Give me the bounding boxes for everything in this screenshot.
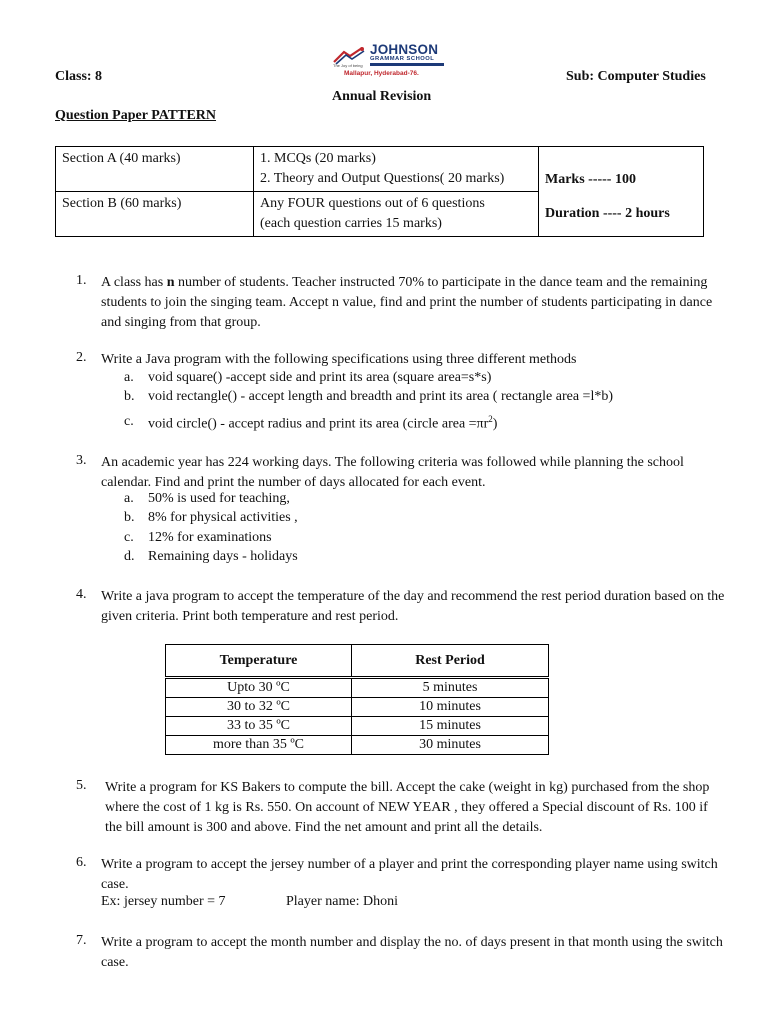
question-number: 3. <box>76 453 87 468</box>
question-number: 7. <box>76 933 87 948</box>
rest-period-cell: 10 minutes <box>352 698 549 717</box>
logo-subtitle: GRAMMAR SCHOOL <box>370 56 435 62</box>
question-7-text: Write a program to accept the month number and display the no. of days present in that month using the switch case. <box>101 935 723 970</box>
circle-text: void circle() - accept radius and print its area (circle area =πr <box>148 416 489 432</box>
rest-period-cell: 30 minutes <box>352 736 549 755</box>
temperature-cell: more than 35 ºC <box>166 736 352 755</box>
sub-item-text: void square() -accept side and print its area (square area=s*s) <box>148 370 492 385</box>
table-row <box>166 736 549 755</box>
table-row <box>166 717 549 736</box>
question-number: 6. <box>76 855 87 870</box>
question-6-text: Write a program to accept the jersey number of a player and print the corresponding player name using switch case. <box>101 857 718 892</box>
temperature-table <box>165 644 549 755</box>
table-row <box>166 698 549 717</box>
section-a-item: 2. Theory and Output Questions( 20 marks) <box>260 171 505 186</box>
duration-label: Duration ---- 2 hours <box>545 205 670 221</box>
logo-address: Mallapur, Hyderabad-76. <box>344 70 419 77</box>
sub-item-text: 12% for examinations <box>148 530 272 545</box>
question-4-text: Write a java program to accept the temperature of the day and recommend the rest period duration based on the given criteria. Print both temperature and rest period. <box>101 589 725 624</box>
section-b-items <box>254 192 539 237</box>
sub-item-label: c. <box>124 414 134 429</box>
section-a-cell: Section A (40 marks) <box>56 147 254 192</box>
sub-item-text <box>148 414 497 433</box>
sub-item-label: b. <box>124 510 135 525</box>
logo-name: JOHNSON <box>370 42 439 57</box>
sub-item-text: void rectangle() - accept length and breadth and print its area ( rectangle area =l*b) <box>148 389 614 404</box>
section-b-item: (each question carries 15 marks) <box>260 216 442 231</box>
sub-item-label: a. <box>124 370 134 385</box>
sub-item-label: b. <box>124 389 135 404</box>
q1-text-bold: n <box>166 275 175 290</box>
section-a-item: 1. MCQs (20 marks) <box>260 151 376 166</box>
logo-strip <box>370 63 444 66</box>
sub-item-text: 50% is used for teaching, <box>148 491 290 506</box>
rest-period-cell: 15 minutes <box>352 717 549 736</box>
subject-label: Sub: Computer Studies <box>566 69 706 84</box>
temperature-header-row <box>166 645 549 678</box>
temperature-cell: 33 to 35 ºC <box>166 717 352 736</box>
section-b-cell: Section B (60 marks) <box>56 192 254 237</box>
sub-item-text: 8% for physical activities , <box>148 510 298 525</box>
example-output: Player name: Dhoni <box>286 894 398 909</box>
sub-item-label: d. <box>124 549 135 564</box>
marks-duration-cell <box>539 147 704 237</box>
temperature-cell: 30 to 32 ºC <box>166 698 352 717</box>
example-input: Ex: jersey number = 7 <box>101 894 226 909</box>
rest-period-cell: 5 minutes <box>352 678 549 698</box>
question-number: 4. <box>76 587 87 602</box>
marks-label: Marks ----- 100 <box>545 171 636 187</box>
school-logo <box>332 42 450 80</box>
class-label: Class: 8 <box>55 69 103 84</box>
question-number: 5. <box>76 778 87 793</box>
table-row <box>166 678 549 698</box>
q1-text-pre: A class has <box>101 275 167 290</box>
temperature-cell: Upto 30 ºC <box>166 678 352 698</box>
pattern-row-a <box>56 147 704 192</box>
pattern-heading: Question Paper PATTERN <box>55 108 217 123</box>
q1-text-post: number of students. Teacher instructed 70% to participate in the dance team and the remaining students to join the singing team. Accept n value, find and print the number of students participating in dance and singing from that group. <box>101 275 713 330</box>
question-5-text: Write a program for KS Bakers to compute the bill. Accept the cake (weight in kg) purchased from the shop where the cost of 1 kg is Rs. 550. On account of NEW YEAR , they offered a Special discount of Rs. 100 if the bill amount is 300 and above. Find the net amount and print all the details. <box>105 780 710 835</box>
rest-period-header: Rest Period <box>352 645 549 678</box>
question-2-text: Write a Java program with the following specifications using three different methods <box>101 352 577 367</box>
circle-superscript: 2 <box>488 414 493 424</box>
temperature-header: Temperature <box>166 645 352 678</box>
question-3-text: An academic year has 224 working days. The following criteria was followed while planning the school calendar. Find and print the number of days allocated for each event. <box>101 455 684 490</box>
pattern-table <box>55 146 704 237</box>
sub-item-label: a. <box>124 491 134 506</box>
question-number: 1. <box>76 273 87 288</box>
section-a-items <box>254 147 539 192</box>
sub-item-label: c. <box>124 530 134 545</box>
question-1-text <box>101 273 726 333</box>
page-title: Annual Revision <box>332 89 432 104</box>
logo-tagline: The Joy of being <box>333 63 363 68</box>
question-number: 2. <box>76 350 87 365</box>
sub-item-text: Remaining days - holidays <box>148 549 298 564</box>
circle-text-end: ) <box>492 416 498 432</box>
section-b-item: Any FOUR questions out of 6 questions <box>260 196 485 211</box>
